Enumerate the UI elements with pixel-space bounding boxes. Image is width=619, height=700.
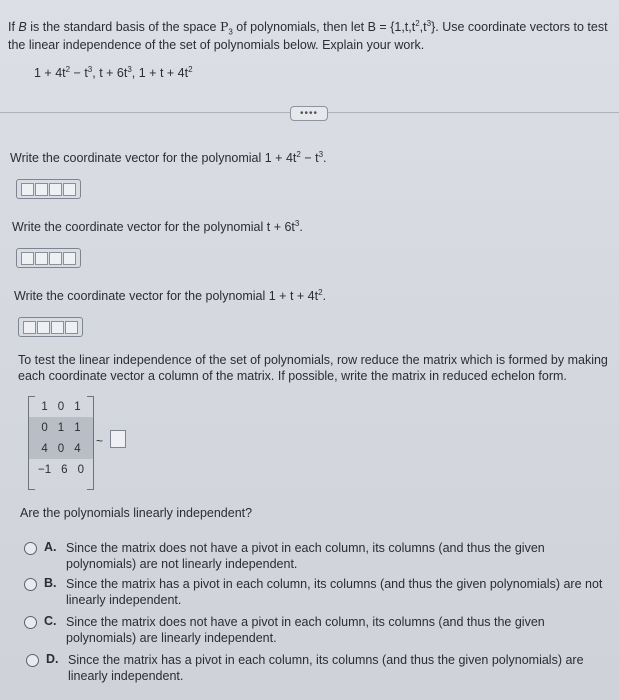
polynomial-list <box>34 66 193 80</box>
prompt-text: Write the coordinate vector for the polynomial 1 + 4t <box>10 151 297 165</box>
coordinate-vector-input-2[interactable] <box>16 248 81 268</box>
prompt-text: Write the coordinate vector for the polynomial 1 + t + 4t <box>14 289 319 303</box>
coefficient-matrix <box>28 396 94 490</box>
option-text: Since the matrix does not have a pivot in each column, its columns (and thus the given polynomials) are linearly independent. <box>66 615 545 645</box>
matrix-entry: 1 <box>41 400 48 413</box>
reduced-matrix-input[interactable] <box>110 430 126 448</box>
prompt-text: . <box>299 220 303 234</box>
header-text: is the standard basis of the space <box>26 20 220 34</box>
matrix-entry: 4 <box>41 442 48 455</box>
exponent: 3 <box>294 218 300 228</box>
vector-cell[interactable] <box>63 252 76 265</box>
prompt-vector-3 <box>14 288 326 304</box>
basis-definition: }. <box>431 20 439 34</box>
matrix-entry: 0 <box>77 463 84 476</box>
independence-question: Are the polynomials linearly independent? <box>20 506 253 520</box>
option-d[interactable] <box>26 652 608 684</box>
vector-cell[interactable] <box>21 252 34 265</box>
header-text: of polynomials, then let <box>232 20 368 34</box>
matrix-row <box>29 438 93 459</box>
space-subscript: 3 <box>228 27 233 37</box>
poly-text: − t <box>70 66 88 80</box>
vector-cell[interactable] <box>63 183 76 196</box>
matrix-entry: 0 <box>57 442 65 455</box>
matrix-entry: −1 <box>38 463 52 476</box>
basis-symbol: B <box>18 20 27 34</box>
coordinate-vector-input-3[interactable] <box>18 317 83 337</box>
option-letter: A. <box>44 540 57 554</box>
option-letter: B. <box>44 576 57 590</box>
question-header <box>8 18 618 54</box>
exponent: 3 <box>87 64 93 74</box>
matrix-row <box>29 459 93 480</box>
header-text: Use coordinate vectors to test the linear independence of the set of polynomials below. Explain your work. <box>8 20 608 52</box>
matrix-entry: 1 <box>74 421 81 434</box>
option-letter: D. <box>46 652 59 666</box>
radio-button[interactable] <box>24 616 37 629</box>
matrix-entry: 1 <box>57 421 65 434</box>
matrix-entry: 1 <box>74 400 81 413</box>
header-text: If <box>8 20 19 34</box>
vector-cell[interactable] <box>23 321 36 334</box>
exponent: 2 <box>415 18 420 28</box>
exponent: 3 <box>127 64 132 74</box>
prompt-text: Write the coordinate vector for the polynomial t + 6t <box>12 220 295 234</box>
exponent: 2 <box>296 149 301 159</box>
prompt-text: − t <box>300 151 319 165</box>
matrix-entry: 6 <box>61 463 68 476</box>
poly-text: 1 + 4t <box>34 66 66 80</box>
option-text: Since the matrix does not have a pivot in each column, its columns (and thus the given polynomials) are not linearly independent. <box>66 541 545 571</box>
vector-cell[interactable] <box>21 183 34 196</box>
poly-text: , t + 6t <box>92 66 128 80</box>
option-c[interactable] <box>24 614 606 646</box>
option-b[interactable] <box>24 576 606 608</box>
basis-definition: ,t <box>419 20 427 34</box>
poly-text: , 1 + t + 4t <box>131 66 189 80</box>
vector-cell[interactable] <box>49 252 62 265</box>
option-a[interactable] <box>24 540 606 572</box>
matrix-row <box>29 417 93 438</box>
option-letter: C. <box>44 614 57 628</box>
vector-cell[interactable] <box>51 321 64 334</box>
row-reduce-instructions: To test the linear independence of the set of polynomials, row reduce the matrix which is formed by making each coordinate vector a column of the matrix. If possible, write the matrix in reduced echelon form. <box>18 353 608 383</box>
exponent: 2 <box>65 64 71 74</box>
prompt-vector-1 <box>10 150 327 166</box>
exponent: 2 <box>188 64 193 74</box>
vector-cell[interactable] <box>65 321 78 334</box>
row-equivalent-symbol: ~ <box>96 434 104 448</box>
vector-cell[interactable] <box>35 252 48 265</box>
space-symbol: P <box>219 19 229 34</box>
vector-cell[interactable] <box>37 321 50 334</box>
prompt-text: . <box>322 289 327 303</box>
prompt-text: . <box>323 151 327 165</box>
exponent: 2 <box>318 287 323 297</box>
basis-definition: B = {1,t,t <box>367 20 416 34</box>
radio-button[interactable] <box>24 542 37 555</box>
matrix-entry: 0 <box>57 400 65 413</box>
expand-more-button[interactable]: •••• <box>290 106 328 121</box>
vector-cell[interactable] <box>49 183 62 196</box>
radio-button[interactable] <box>26 654 39 667</box>
option-text: Since the matrix has a pivot in each column, its columns (and thus the given polynomials) are not linearly independent. <box>66 577 603 607</box>
vector-cell[interactable] <box>35 183 48 196</box>
matrix-row <box>29 396 93 417</box>
exponent: 3 <box>426 18 432 28</box>
matrix-entry: 0 <box>41 421 48 434</box>
exponent: 3 <box>318 149 324 159</box>
matrix-entry: 4 <box>74 442 81 455</box>
coordinate-vector-input-1[interactable] <box>16 179 81 199</box>
radio-button[interactable] <box>24 578 37 591</box>
option-text: Since the matrix has a pivot in each column, its columns (and thus the given polynomials) are linearly independent. <box>68 653 584 683</box>
prompt-vector-2 <box>12 219 303 235</box>
